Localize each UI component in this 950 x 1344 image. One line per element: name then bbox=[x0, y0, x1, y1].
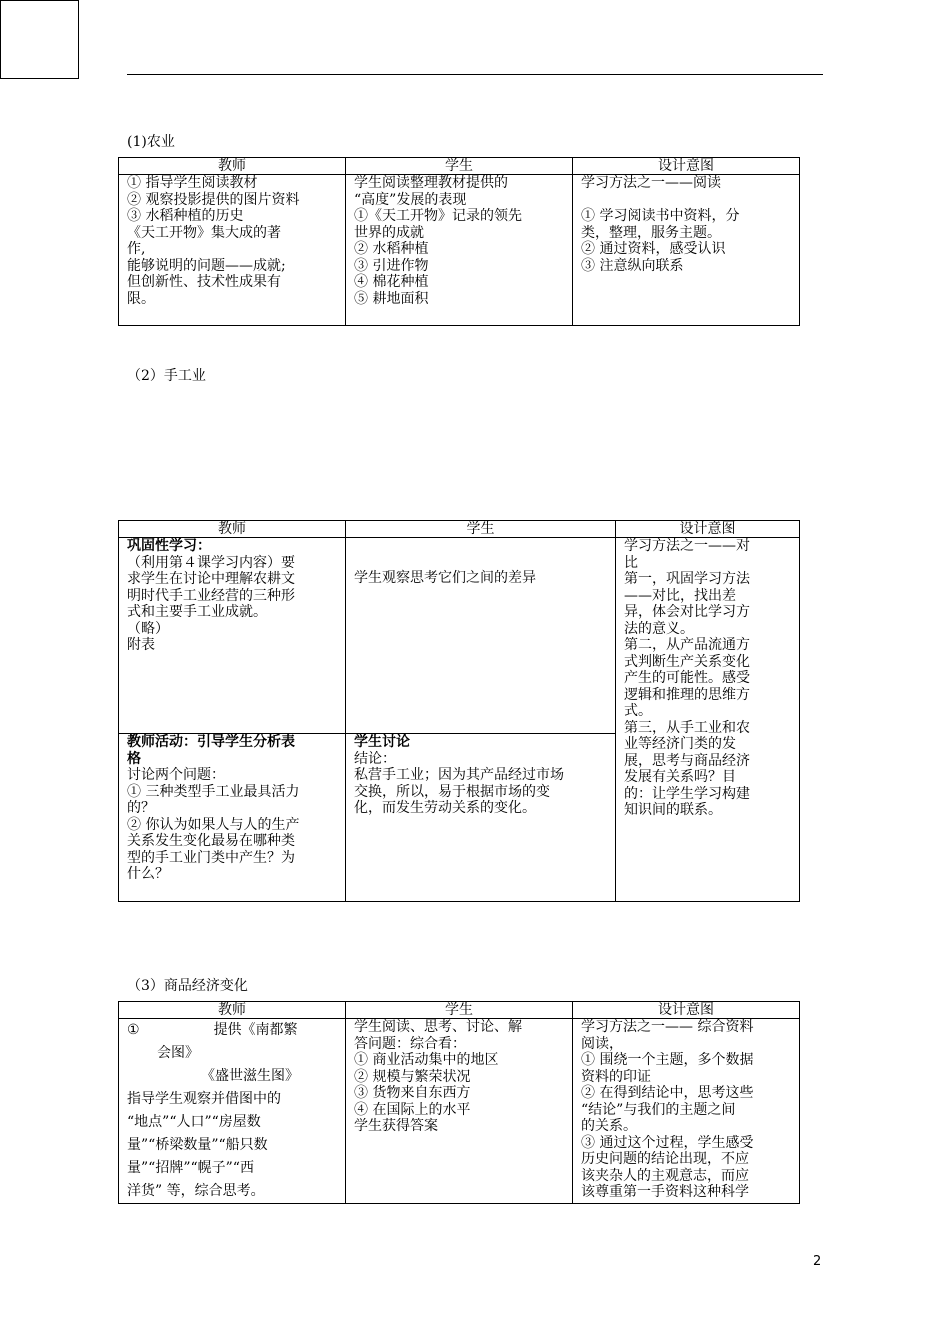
text-line: ③ 通过这个过程，学生感受 bbox=[581, 1134, 754, 1151]
bold-heading: 学生讨论 bbox=[354, 734, 410, 750]
text-line: 的：让学生学习构建 bbox=[624, 785, 750, 802]
text-line: ⑤ 耕地面积 bbox=[354, 290, 429, 307]
teacher-cell bbox=[119, 1019, 346, 1204]
section-title-agriculture: (1)农业 bbox=[127, 134, 175, 150]
text-line: 发展有关系吗？目 bbox=[624, 769, 736, 785]
text-line: 业等经济门类的发 bbox=[624, 736, 736, 752]
intent-cell bbox=[616, 538, 800, 902]
text-line: 会图》 bbox=[157, 1045, 199, 1061]
commerce-table bbox=[118, 1001, 800, 1204]
text-line: 指导学生观察并借图中的 bbox=[127, 1091, 281, 1107]
text-line: 资料的印证 bbox=[581, 1068, 651, 1085]
text-line: ① 指导学生阅读教材 bbox=[127, 175, 258, 191]
text-line: 交换，所以，易于根据市场的变 bbox=[354, 783, 550, 800]
text-line: ② 你认为如果人与人的生产 bbox=[127, 816, 300, 833]
table-header-row bbox=[119, 158, 800, 175]
text-line: ② 观察投影提供的图片资料 bbox=[127, 191, 300, 208]
text-line: 逻辑和推理的思维方 bbox=[624, 686, 750, 703]
header-rule bbox=[127, 74, 823, 75]
text-line: 学习方法之一——对 bbox=[624, 538, 750, 554]
text-line: ③ 引进作物 bbox=[354, 257, 429, 274]
header-teacher: 教师 bbox=[119, 1002, 346, 1019]
text-line: ④ 在国际上的水平 bbox=[354, 1101, 471, 1118]
bold-heading: 巩固性学习： bbox=[127, 538, 211, 554]
blank-line bbox=[581, 192, 791, 209]
text-line: 但创新性、技术性成果有 bbox=[127, 274, 281, 290]
text-line: “结论”与我们的主题之间 bbox=[581, 1101, 736, 1118]
header-teacher: 教师 bbox=[119, 158, 346, 175]
header-intent: 设计意图 bbox=[573, 158, 800, 175]
text-line: ③ 货物来自东西方 bbox=[354, 1085, 471, 1101]
text-line: ④ 棉花种植 bbox=[354, 274, 429, 290]
text-line: 异，体会对比学习方 bbox=[624, 604, 750, 620]
text-line: 明时代手工业经营的三种形 bbox=[127, 587, 295, 604]
text-line: ① 商业活动集中的地区 bbox=[354, 1052, 499, 1068]
text-line: 学习方法之一—— 综合资料 bbox=[581, 1019, 754, 1035]
teacher-cell bbox=[119, 734, 346, 902]
text-line: 比 bbox=[624, 554, 638, 571]
text-line bbox=[127, 538, 337, 555]
text-line: ③ 水稻种植的历史 bbox=[127, 208, 244, 224]
agriculture-table bbox=[118, 157, 800, 326]
text-line: 《天工开物》集大成的著 bbox=[127, 224, 281, 241]
teacher-cell bbox=[119, 175, 346, 326]
text-line: ① 围绕一个主题，多个数据 bbox=[581, 1052, 754, 1068]
text-line: 第一，巩固学习方法 bbox=[624, 571, 750, 587]
text-line: 历史问题的结论出现，不应 bbox=[581, 1151, 749, 1167]
student-cell bbox=[346, 734, 616, 902]
text-line: 什么？ bbox=[127, 866, 169, 882]
text-line: ② 规模与繁荣状况 bbox=[354, 1068, 471, 1085]
text-line: “地点”“人口”“房屋数 bbox=[127, 1114, 261, 1130]
text-line: ② 水稻种植 bbox=[354, 241, 429, 257]
handicraft-table bbox=[118, 520, 800, 902]
text-line: 《盛世滋生图》 bbox=[201, 1068, 299, 1084]
text-line: 式。 bbox=[624, 703, 652, 719]
text-line bbox=[127, 734, 337, 751]
text-line bbox=[127, 751, 337, 768]
text-line: 私营手工业；因为其产品经过市场 bbox=[354, 767, 564, 783]
text-line: ③ 注意纵向联系 bbox=[581, 257, 684, 274]
text-line: 类，整理，服务主题。 bbox=[581, 224, 721, 241]
text-line: 学生阅读、思考、讨论、解 bbox=[354, 1019, 522, 1035]
text-line: 世界的成就 bbox=[354, 224, 424, 241]
text-line: 型的手工业门类中产生？为 bbox=[127, 849, 295, 866]
text-line: 该尊重第一手资料这种科学 bbox=[581, 1184, 749, 1200]
header-student: 学生 bbox=[346, 158, 573, 175]
text-line: 学生阅读整理教材提供的 bbox=[354, 175, 508, 191]
text-line: 求学生在讨论中理解农耕文 bbox=[127, 571, 295, 587]
text-line: 展，思考与商品经济 bbox=[624, 752, 750, 769]
text-fragment: ① bbox=[127, 1022, 140, 1038]
text-line: 作, bbox=[127, 241, 146, 257]
intent-cell bbox=[573, 1019, 800, 1204]
page-number: 2 bbox=[813, 1254, 822, 1269]
text-line: 化，而发生劳动关系的变化。 bbox=[354, 800, 536, 816]
teacher-cell bbox=[119, 538, 346, 734]
header-student: 学生 bbox=[346, 1002, 573, 1019]
text-line: 学生观察思考它们之间的差异 bbox=[354, 570, 536, 586]
text-line: 式和主要手工业成就。 bbox=[127, 604, 267, 620]
text-line: 学习方法之一——阅读 bbox=[581, 175, 721, 191]
table-header-row bbox=[119, 1002, 800, 1019]
text-line: ① 学习阅读书中资料，分 bbox=[581, 208, 740, 224]
text-line: ② 在得到结论中，思考这些 bbox=[581, 1085, 754, 1101]
corner-box bbox=[0, 0, 79, 79]
table-row bbox=[119, 175, 800, 326]
table-header-row bbox=[119, 521, 800, 538]
text-line: ① 三种类型手工业最具活力 bbox=[127, 783, 300, 800]
text-line: 结论： bbox=[354, 750, 396, 767]
bold-heading: 教师活动：引导学生分析表 bbox=[127, 734, 295, 750]
text-line: 量”“招牌”“幌子”“西 bbox=[127, 1160, 254, 1176]
text-line: 讨论两个问题： bbox=[127, 767, 225, 783]
text-line: 第二，从产品流通方 bbox=[624, 637, 750, 653]
bold-heading: 格 bbox=[127, 750, 141, 767]
text-line: （略） bbox=[127, 620, 169, 637]
text-line: ①《天工开物》记录的领先 bbox=[354, 208, 522, 224]
text-line: 附表 bbox=[127, 637, 155, 653]
text-line: 限。 bbox=[127, 290, 155, 307]
text-line: 式判断生产关系变化 bbox=[624, 653, 750, 670]
text-line: 阅读， bbox=[581, 1035, 623, 1052]
text-line: 产生的可能性。感受 bbox=[624, 670, 750, 686]
header-intent: 设计意图 bbox=[616, 521, 800, 538]
header-teacher: 教师 bbox=[119, 521, 346, 538]
text-line: ② 通过资料，感受认识 bbox=[581, 241, 726, 257]
intent-cell bbox=[573, 175, 800, 326]
text-line: 知识间的联系。 bbox=[624, 802, 722, 818]
section-title-commerce: （3）商品经济变化 bbox=[127, 978, 248, 994]
student-cell bbox=[346, 1019, 573, 1204]
text-line: 的？ bbox=[127, 800, 155, 816]
student-cell bbox=[346, 175, 573, 326]
text-line: 洋货” 等，综合思考。 bbox=[127, 1183, 265, 1199]
section-title-handicraft: （2）手工业 bbox=[127, 368, 206, 384]
text-line: “高度”发展的表现 bbox=[354, 191, 467, 208]
text-line: 能够说明的问题——成就; bbox=[127, 257, 286, 274]
text-line: 学生获得答案 bbox=[354, 1118, 438, 1134]
text-line: 的关系。 bbox=[581, 1118, 637, 1134]
text-line: 答问题：综合看： bbox=[354, 1035, 466, 1052]
text-line: 关系发生变化最易在哪种类 bbox=[127, 833, 295, 849]
table-row bbox=[119, 538, 800, 734]
text-fragment: 提供《南都繁 bbox=[213, 1022, 298, 1038]
header-intent: 设计意图 bbox=[573, 1002, 800, 1019]
text-line: 量”“桥梁数量”“船只数 bbox=[127, 1137, 268, 1153]
student-cell bbox=[346, 538, 616, 734]
text-line bbox=[127, 1019, 337, 1042]
text-line: 该夹杂人的主观意志，而应 bbox=[581, 1167, 749, 1184]
text-line: 第三，从手工业和农 bbox=[624, 719, 750, 736]
table-row bbox=[119, 1019, 800, 1204]
text-line: ——对比，找出差 bbox=[624, 587, 736, 604]
text-line bbox=[354, 734, 607, 751]
text-line: （利用第４课学习内容）要 bbox=[127, 554, 295, 571]
header-student: 学生 bbox=[346, 521, 616, 538]
text-line: 法的意义。 bbox=[624, 620, 694, 637]
